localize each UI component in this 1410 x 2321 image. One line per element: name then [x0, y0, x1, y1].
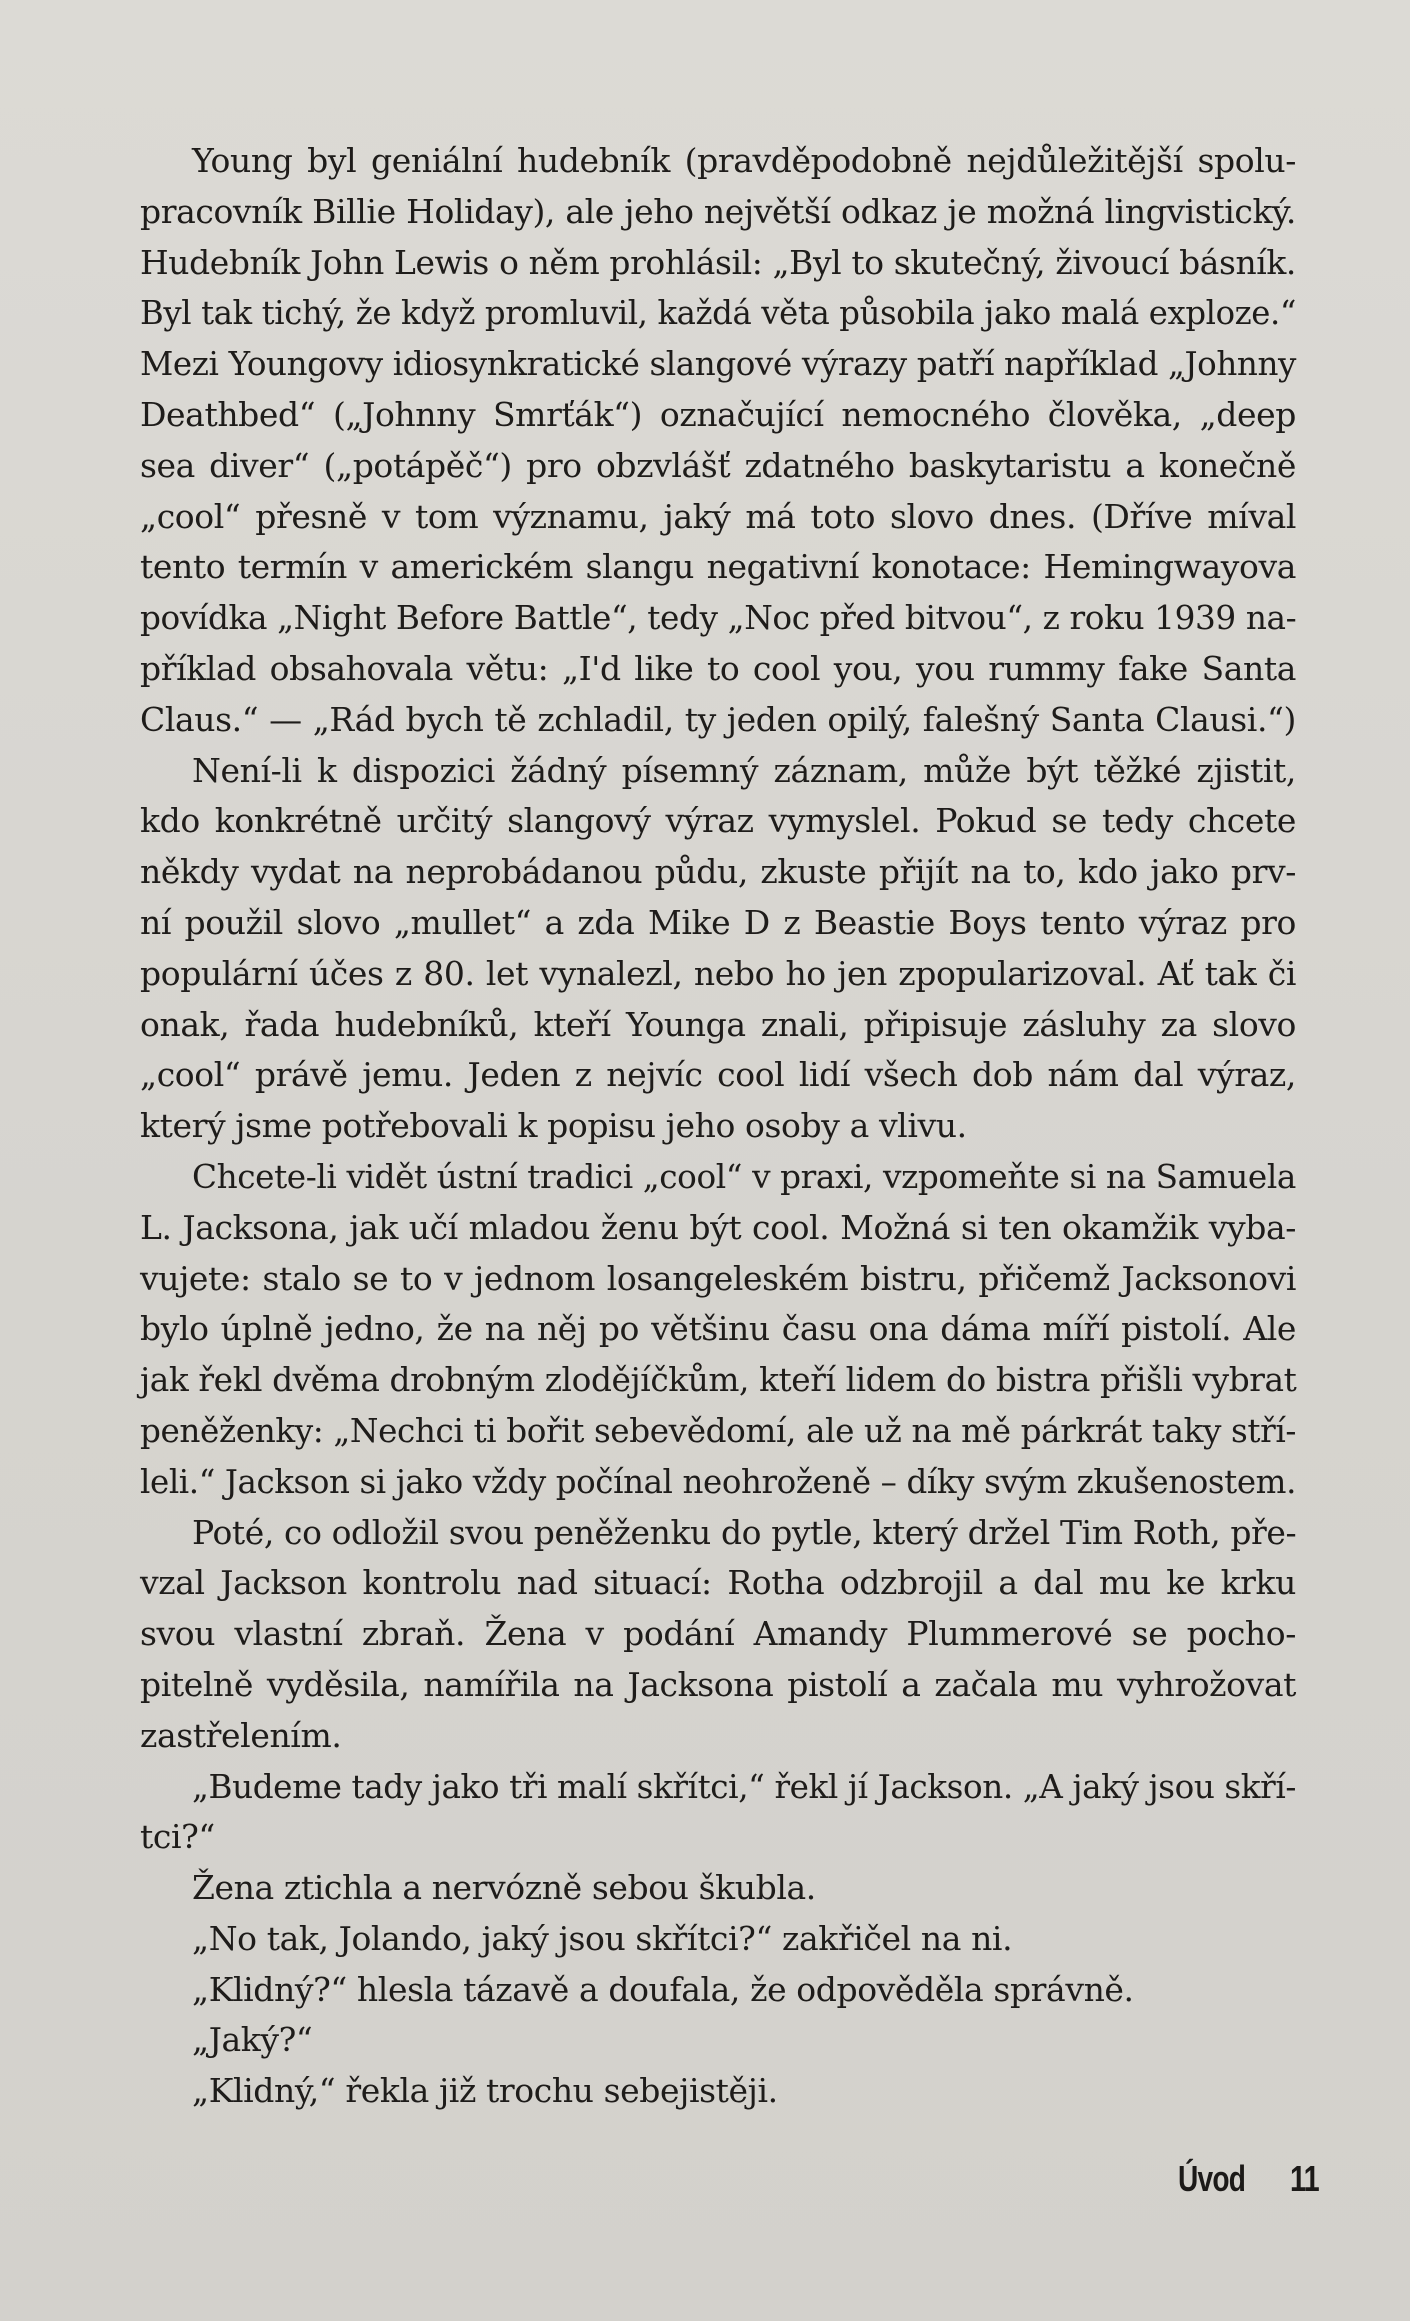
text-line: bylo úplně jedno, že na něj po většinu času ona dáma míří pistolí. Ale	[140, 1309, 1296, 1349]
text-line: Byl tak tichý, že když promluvil, každá věta působila jako malá exploze.“	[140, 294, 1296, 333]
text-line: tci?“	[140, 1817, 215, 1857]
text-line: Young byl geniální hudebník (pravděpodobně nejdůležitější spolu-	[192, 141, 1296, 180]
text-line: pracovník Billie Holiday), ale jeho největší odkaz je možná lingvistický.	[140, 191, 1296, 231]
text-line: „Klidný,“ řekla již trochu sebejistěji.	[192, 2071, 778, 2111]
text-line: sea diver“ („potápěč“) pro obzvlášť zdatného baskytaristu a konečně	[140, 445, 1296, 485]
text-line: „Budeme tady jako tři malí skřítci,“ řekl jí Jackson. „A jaký jsou skří-	[192, 1767, 1296, 1806]
text-line: pitelně vyděsila, namířila na Jacksona pistolí a začala mu vyhrožovat	[140, 1664, 1296, 1704]
page-footer	[0, 2158, 1410, 2212]
text-line: Poté, co odložil svou peněženku do pytle, který držel Tim Roth, pře-	[192, 1512, 1297, 1552]
text-line: leli.“ Jackson si jako vždy počínal neohroženě – díky svým zkušenostem.	[140, 1462, 1296, 1501]
text-line: někdy vydat na neprobádanou půdu, zkuste přijít na to, kdo jako prv-	[140, 852, 1296, 892]
text-line: který jsme potřebovali k popisu jeho osoby a vlivu.	[140, 1106, 967, 1146]
text-line: tento termín v americkém slangu negativní konotace: Hemingwayova	[140, 547, 1296, 587]
text-line: ní použil slovo „mullet“ a zda Mike D z Beastie Boys tento výraz pro	[140, 902, 1296, 942]
text-line: vujete: stalo se to v jednom losangeleském bistru, přičemž Jacksonovi	[140, 1258, 1296, 1298]
text-line: onak, řada hudebníků, kteří Younga znali, připisuje zásluhy za slovo	[140, 1004, 1296, 1044]
text-line: „cool“ přesně v tom významu, jaký má toto slovo dnes. (Dříve míval	[140, 496, 1296, 536]
text-line: vzal Jackson kontrolu nad situací: Rotha odzbrojil a dal mu ke krku	[140, 1563, 1296, 1603]
text-line: kdo konkrétně určitý slangový výraz vymyslel. Pokud se tedy chcete	[140, 801, 1296, 841]
text-line: peněženky: „Nechci ti bořit sebevědomí, ale už na mě párkrát taky stří-	[140, 1411, 1296, 1450]
text-line: povídka „Night Before Battle“, tedy „Noc před bitvou“, z roku 1939 na-	[140, 599, 1297, 638]
text-line: Chcete-li vidět ústní tradici „cool“ v praxi, vzpomeňte si na Samuela	[192, 1157, 1296, 1196]
text-line: „Jaký?“	[192, 2020, 313, 2060]
text-line: Claus.“ — „Rád bych tě zchladil, ty jeden opilý, falešný Santa Clausi.“)	[140, 699, 1296, 739]
text-line: Není-li k dispozici žádný písemný záznam, může být těžké zjistit,	[192, 750, 1296, 790]
text-line: Hudebník John Lewis o něm prohlásil: „Byl to skutečný, živoucí básník.	[140, 242, 1296, 282]
text-line: Mezi Youngovy idiosynkratické slangové výrazy patří například „Johnny	[140, 345, 1296, 384]
page-number: 11	[1290, 2158, 1319, 2199]
text-line: zastřelením.	[140, 1715, 342, 1755]
text-line: Deathbed“ („Johnny Smrťák“) označující nemocného člověka, „deep	[140, 394, 1296, 434]
body-text	[140, 136, 1296, 2117]
section-title: Úvod	[1178, 2158, 1246, 2199]
text-line: jak řekl dvěma drobným zlodějíčkům, kteří lidem do bistra přišli vybrat	[140, 1361, 1297, 1400]
text-line: populární účes z 80. let vynalezl, nebo ho jen zpopularizoval. Ať tak či	[140, 953, 1296, 993]
text-line: svou vlastní zbraň. Žena v podání Amandy Plummerové se pocho-	[140, 1614, 1296, 1654]
text-line: „Klidný?“ hlesla tázavě a doufala, že odpověděla správně.	[192, 1969, 1134, 2009]
text-line: „cool“ právě jemu. Jeden z nejvíc cool lidí všech dob nám dal výraz,	[140, 1055, 1296, 1095]
text-line: L. Jacksona, jak učí mladou ženu být cool. Možná si ten okamžik vyba-	[140, 1207, 1296, 1247]
text-line: „No tak, Jolando, jaký jsou skřítci?“ zakřičel na ni.	[192, 1918, 1013, 1958]
text-line: příklad obsahovala větu: „I'd like to cool you, you rummy fake Santa	[140, 648, 1296, 688]
text-line: Žena ztichla a nervózně sebou škubla.	[192, 1868, 816, 1908]
